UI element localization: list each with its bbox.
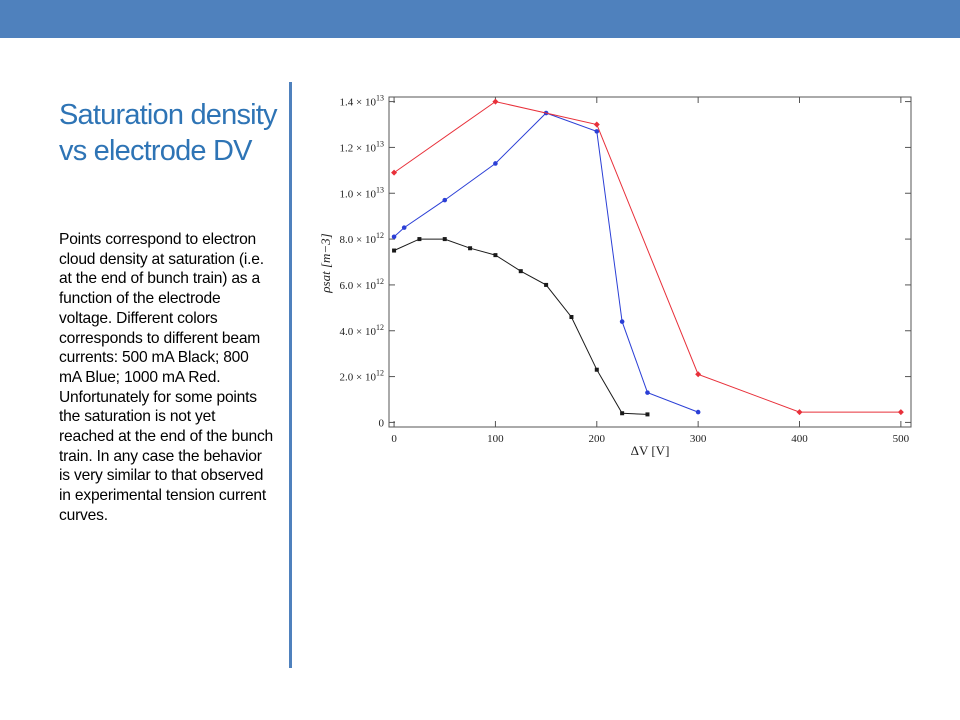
- y-tick-label: $4.0 \times 10^{12}$: [339, 322, 384, 338]
- data-point: [443, 237, 447, 241]
- x-tick-label: 500: [892, 433, 910, 445]
- x-axis-label: ΔV [V]: [630, 443, 670, 458]
- x-tick-label: 200: [588, 433, 606, 445]
- slide-title: Saturation density vs electrode DV: [59, 99, 277, 167]
- data-point: [392, 249, 396, 253]
- saturation-density-chart: [310, 88, 930, 468]
- y-tick-label: $8.0 \times 10^{12}$: [339, 231, 384, 247]
- data-point: [620, 319, 625, 324]
- data-point: [442, 198, 447, 203]
- data-point: [417, 237, 421, 241]
- y-tick-label: 0: [378, 417, 384, 430]
- data-point: [696, 410, 701, 415]
- data-point: [569, 315, 573, 319]
- data-point: [620, 411, 624, 415]
- data-point: [645, 412, 649, 416]
- y-tick-label: $1.0 \times 10^{13}$: [339, 185, 384, 201]
- slide-body-text: Points correspond to electron cloud density at saturation (i.e. at the end of bunch train) as a function of the electrode voltage. Different colors corresponds to different beam currents: 500 mA Black; 800 mA Blue; 1000 mA Red. Unfortunately for some points the saturation is not yet reached at the end of the bunch train. In any case the behavior is very similar to that observed in experimental tension current curves.: [59, 231, 274, 524]
- x-tick-label: 400: [791, 433, 808, 445]
- data-point: [645, 390, 650, 395]
- y-tick-label: $2.0 \times 10^{12}$: [339, 368, 384, 384]
- data-point: [402, 225, 407, 230]
- plot-frame: [389, 97, 911, 427]
- x-tick-label: 100: [487, 433, 504, 445]
- x-tick-label: 300: [689, 433, 707, 445]
- data-point: [595, 368, 599, 372]
- data-point: [519, 269, 523, 273]
- y-tick-label: $6.0 \times 10^{12}$: [339, 276, 384, 292]
- data-point: [493, 253, 497, 257]
- y-tick-label: $1.4 \times 10^{13}$: [339, 93, 384, 109]
- data-point: [493, 161, 498, 166]
- y-tick-label: $1.2 \times 10^{13}$: [339, 139, 384, 155]
- x-tick-label: 0: [391, 433, 397, 445]
- header-bar: [0, 0, 960, 38]
- y-axis-label: ρsat [m−3]: [318, 233, 333, 293]
- data-point: [544, 283, 548, 287]
- vertical-divider: [289, 82, 292, 668]
- data-point: [468, 246, 472, 250]
- data-point: [392, 234, 397, 239]
